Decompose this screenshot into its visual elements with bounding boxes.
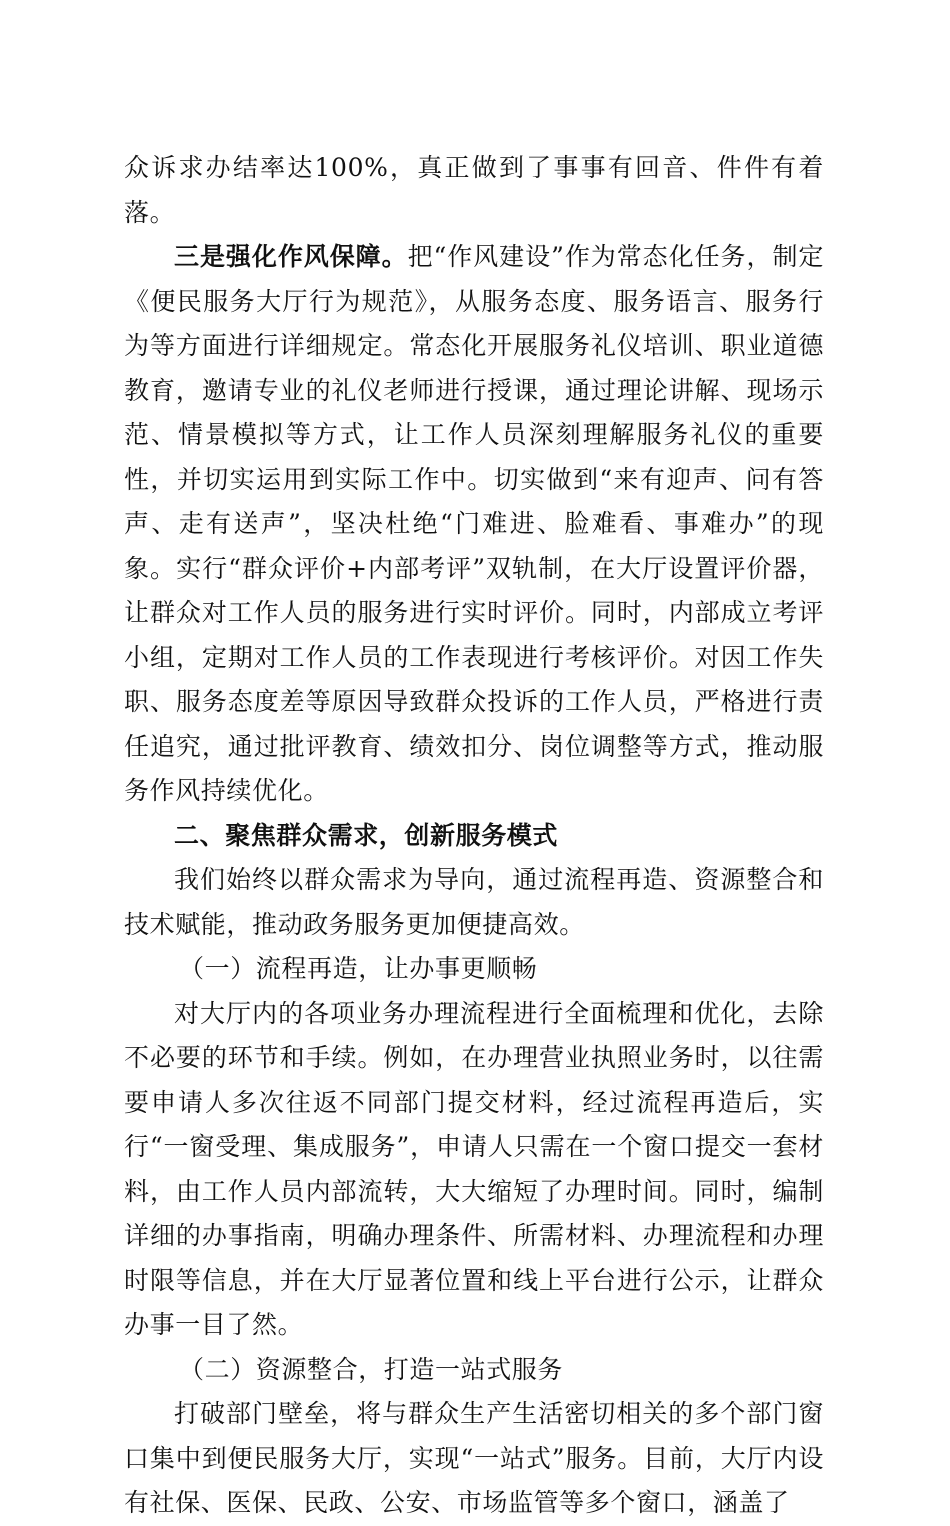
- paragraph-process: 对大厅内的各项业务办理流程进行全面梳理和优化，去除不必要的环节和手续。例如，在办理营业执照业务时，以往需要申请人多次往返不同部门提交材料，经过流程再造后，实行“一窗受理、集成服务”，申请人只需在一个窗口提交一套材料，由工作人员内部流转，大大缩短了办理时间。同时，编制详细的办事指南，明确办理条件、所需材料、办理流程和办理时限等信息，并在大厅显著位置和线上平台进行公示，让群众办事一目了然。: [124, 998, 824, 1339]
- subheading-process: （一）流程再造，让办事更顺畅: [179, 954, 538, 983]
- paragraph-resources: 打破部门壁垒，将与群众生产生活密切相关的多个部门窗口集中到便民服务大厅，实现“一站式”服务。目前，大厅内设有社保、医保、民政、公安、市场监管等多个窗口，涵盖了: [124, 1399, 824, 1517]
- subheading-resources: （二）资源整合，打造一站式服务: [179, 1354, 564, 1384]
- paragraph-style-guarantee: [124, 235, 824, 814]
- paragraph-text: 把“作风建设”作为常态化任务，制定《便民服务大厅行为规范》，从服务态度、服务语言、服务行为等方面进行详细规定。常态化开展服务礼仪培训、职业道德教育，邀请专业的礼仪老师进行授课，通过理论讲解、现场示范、情景模拟等方式，让工作人员深刻理解服务礼仪的重要性，并切实运用到实际工作中。切实做到“来有迎声、问有答声、走有送声”，坚决杜绝“门难进、脸难看、事难办”的现象。实行“群众评价+内部考评”双轨制，在大厅设置评价器，让群众对工作人员的服务进行实时评价。同时，内部成立考评小组，定期对工作人员的工作表现进行考核评价。对因工作失职、服务态度差等原因导致群众投诉的工作人员，严格进行责任追究，通过批评教育、绩效扣分、岗位调整等方式，推动服务作风持续优化。: [124, 242, 825, 805]
- paragraph-intro: 我们始终以群众需求为导向，通过流程再造、资源整合和技术赋能，推动政务服务更加便捷高效。: [124, 865, 824, 939]
- paragraph-continuation: 众诉求办结率达100%，真正做到了事事有回音、件件有着落。: [124, 153, 824, 227]
- document-body: [124, 146, 824, 1526]
- section-heading: 二、聚焦群众需求，创新服务模式: [174, 820, 559, 850]
- paragraph-lead: 三是强化作风保障。: [174, 242, 408, 271]
